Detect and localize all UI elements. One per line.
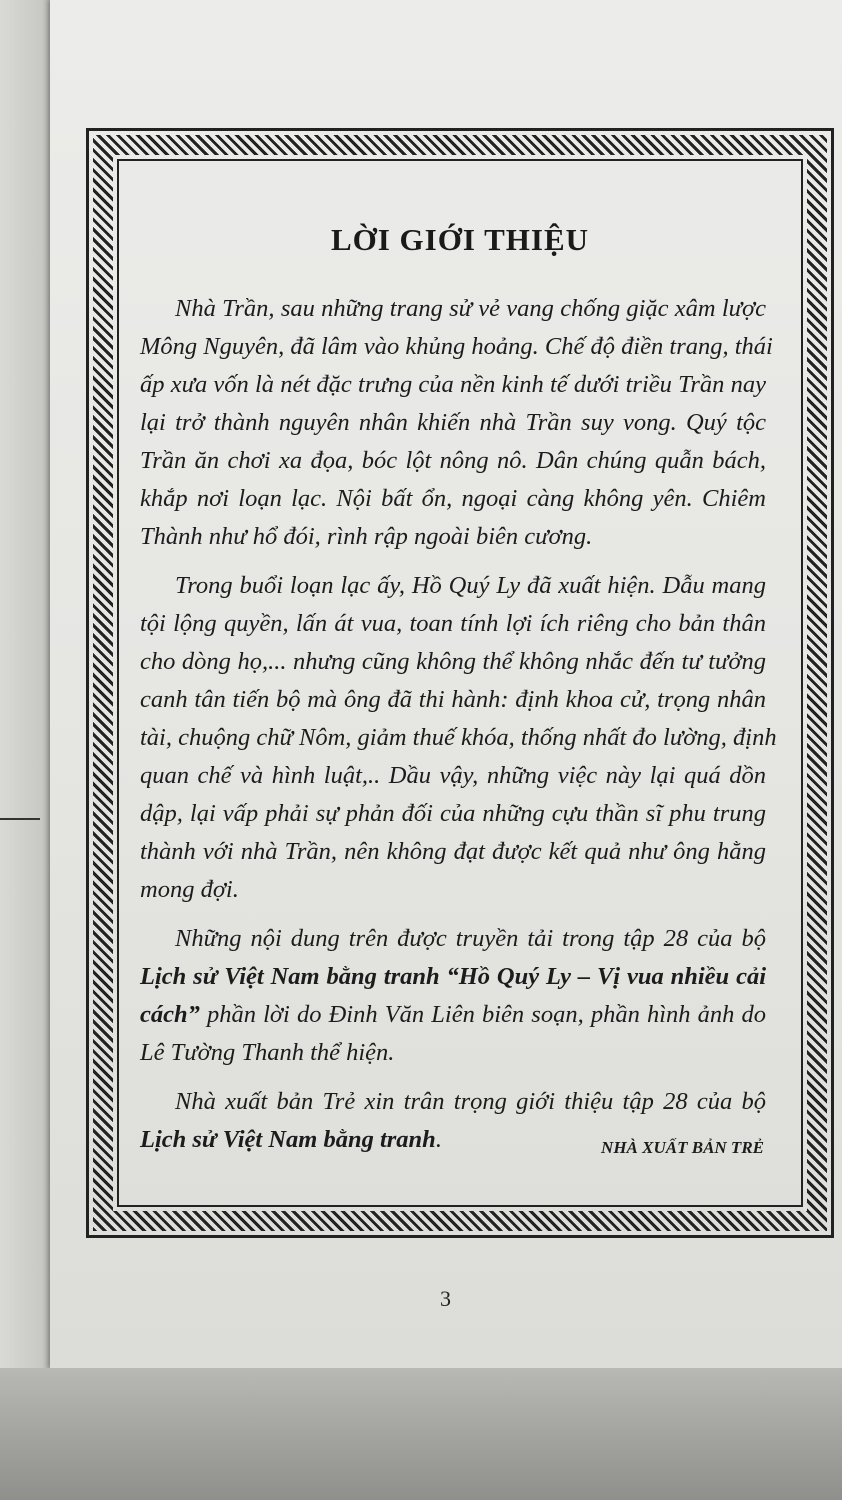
page-title: LỜI GIỚI THIỆU bbox=[330, 222, 590, 257]
introduction-text bbox=[140, 290, 777, 1170]
text-segment: thành với nhà Trần, nên không đạt được kết quả như ông hằng bbox=[140, 838, 766, 865]
text-line bbox=[140, 833, 766, 871]
text-segment: canh tân tiến bộ mà ông đã thi hành: định khoa cử, trọng nhân bbox=[140, 686, 766, 713]
table-surface bbox=[0, 1368, 842, 1500]
paragraph bbox=[140, 290, 773, 556]
text-segment: Trần ăn chơi xa đọa, bóc lột nông nô. Dân chúng quẫn bách, bbox=[140, 447, 766, 474]
text-segment: cho dòng họ,... nhưng cũng không thể không nhắc đến tư tưởng bbox=[140, 648, 766, 675]
paragraph bbox=[140, 920, 766, 1072]
bold-text: Lịch sử Việt Nam bằng tranh “Hồ Quý Ly – Vị vua nhiều cải bbox=[140, 963, 766, 990]
text-line bbox=[140, 404, 766, 442]
text-segment: ấp xưa vốn là nét đặc trưng của nền kinh tế dưới triều Trần nay bbox=[140, 371, 766, 398]
previous-page-edge bbox=[0, 0, 52, 1370]
text-line bbox=[140, 328, 773, 366]
paragraph bbox=[140, 567, 777, 909]
text-line bbox=[140, 643, 766, 681]
text-segment: khắp nơi loạn lạc. Nội bất ổn, ngoại càng không yên. Chiêm bbox=[140, 485, 766, 512]
text-segment: tội lộng quyền, lấn át vua, toan tính lợi ích riêng cho bản thân bbox=[140, 610, 766, 637]
previous-page-rule bbox=[0, 818, 40, 820]
text-line bbox=[140, 920, 766, 958]
text-segment: dập, lại vấp phải sự phản đối của những cựu thần sĩ phu trung bbox=[140, 800, 766, 827]
text-line bbox=[140, 366, 766, 404]
text-line bbox=[140, 996, 766, 1034]
text-segment: mong đợi. bbox=[140, 876, 239, 903]
text-line bbox=[140, 480, 766, 518]
publisher-signature: NHÀ XUẤT BẢN TRẺ bbox=[601, 1138, 764, 1157]
text-segment: tài, chuộng chữ Nôm, giảm thuế khóa, thống nhất đo lường, định bbox=[140, 724, 777, 751]
text-segment: Nhà xuất bản Trẻ xin trân trọng giới thiệu tập 28 của bộ bbox=[175, 1088, 766, 1115]
text-segment: Những nội dung trên được truyền tải trong tập 28 của bộ bbox=[175, 925, 766, 952]
text-line bbox=[140, 1034, 766, 1072]
text-segment: . bbox=[435, 1126, 442, 1153]
text-segment: Trong buổi loạn lạc ấy, Hồ Quý Ly đã xuất hiện. Dẫu mang bbox=[175, 572, 766, 599]
text-line bbox=[140, 958, 766, 996]
text-segment: phần lời do Đinh Văn Liên biên soạn, phần hình ảnh do bbox=[199, 1001, 766, 1028]
text-line bbox=[140, 1083, 766, 1121]
text-line bbox=[140, 518, 766, 556]
bold-text: cách” bbox=[140, 1001, 200, 1028]
text-line bbox=[140, 719, 777, 757]
bold-text: Lịch sử Việt Nam bằng tranh bbox=[140, 1126, 436, 1153]
text-line bbox=[140, 442, 766, 480]
text-segment: Mông Nguyên, đã lâm vào khủng hoảng. Chế độ điền trang, thái bbox=[140, 333, 773, 360]
text-line bbox=[140, 795, 766, 833]
text-segment: Lê Tường Thanh thể hiện. bbox=[140, 1039, 395, 1066]
text-line bbox=[140, 290, 766, 328]
text-line bbox=[140, 757, 766, 795]
text-line bbox=[140, 605, 766, 643]
text-segment: Thành như hổ đói, rình rập ngoài biên cương. bbox=[140, 523, 593, 550]
text-segment: Nhà Trần, sau những trang sử vẻ vang chống giặc xâm lược bbox=[175, 295, 766, 322]
text-line bbox=[140, 871, 766, 909]
text-line bbox=[140, 681, 766, 719]
text-segment: quan chế và hình luật,.. Dầu vậy, những việc này lại quá dồn bbox=[140, 762, 766, 789]
text-line bbox=[140, 567, 766, 605]
text-segment: lại trở thành nguyên nhân khiến nhà Trần suy vong. Quý tộc bbox=[140, 409, 766, 436]
page-number: 3 bbox=[440, 1286, 451, 1311]
